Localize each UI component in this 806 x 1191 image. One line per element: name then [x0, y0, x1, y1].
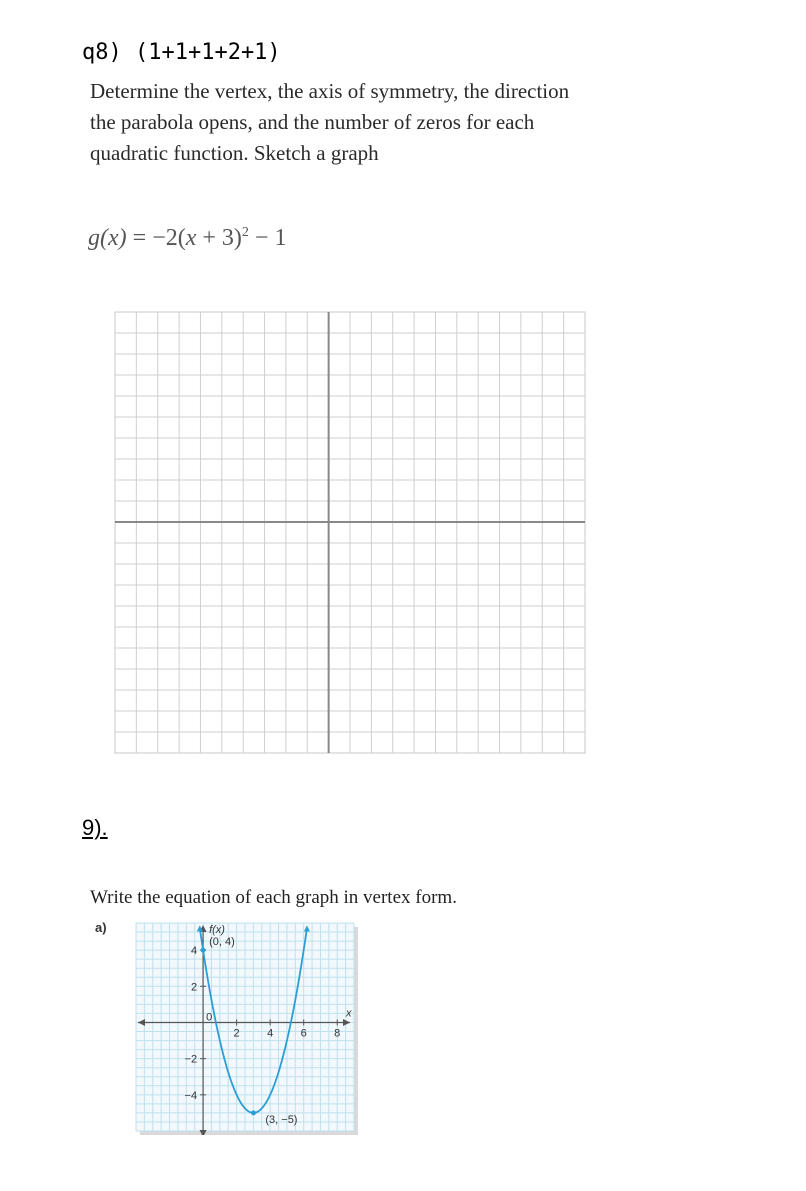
chart-y-tick-label: 2 [190, 981, 198, 994]
chart-origin-label: 0 [206, 1011, 213, 1024]
question-8-title: q8) (1+1+1+2+1) [82, 40, 281, 65]
function-variable: x [185, 225, 197, 251]
blank-sketch-grid[interactable] [114, 311, 586, 754]
chart-y-tick-label: −2 [184, 1053, 198, 1066]
chart-x-tick-label: 8 [334, 1027, 341, 1040]
chart-y-tick-label: −4 [184, 1089, 198, 1102]
part-a-label: a) [95, 920, 107, 935]
chart-point-marker [201, 948, 206, 953]
parabola-graph-a [118, 915, 358, 1135]
function-exponent: 2 [241, 225, 249, 240]
plot-shadow-bottom [140, 1131, 358, 1135]
chart-y-tick-label: 4 [190, 945, 198, 958]
plot-shadow-right [354, 927, 358, 1135]
function-body-b: + 3) [196, 225, 242, 251]
chart-x-tick-label: 6 [300, 1027, 307, 1040]
question-9-prompt: Write the equation of each graph in vertex form. [90, 887, 457, 908]
function-name: g(x) [88, 225, 127, 251]
question-8-instructions: Determine the vertex, the axis of symmetry, the direction the parabola opens, and the number of zeros for each quadratic function. Sketch a graph [90, 79, 570, 165]
question-9-title: 9). [82, 815, 108, 840]
equals-sign: = [132, 225, 147, 251]
chart-x-tick-label: 2 [233, 1027, 240, 1040]
chart-point-label: (0, 4) [209, 936, 235, 949]
function-body-a: −2( [152, 225, 186, 251]
chart-x-tick-label: 4 [267, 1027, 274, 1040]
function-g [88, 225, 286, 252]
chart-point-marker [251, 1110, 256, 1115]
function-body-c: − 1 [248, 225, 287, 251]
chart-point-label: (3, −5) [265, 1113, 298, 1126]
chart-x-axis-label: x [346, 1007, 352, 1020]
chart-y-axis-label: f(x) [209, 924, 225, 936]
